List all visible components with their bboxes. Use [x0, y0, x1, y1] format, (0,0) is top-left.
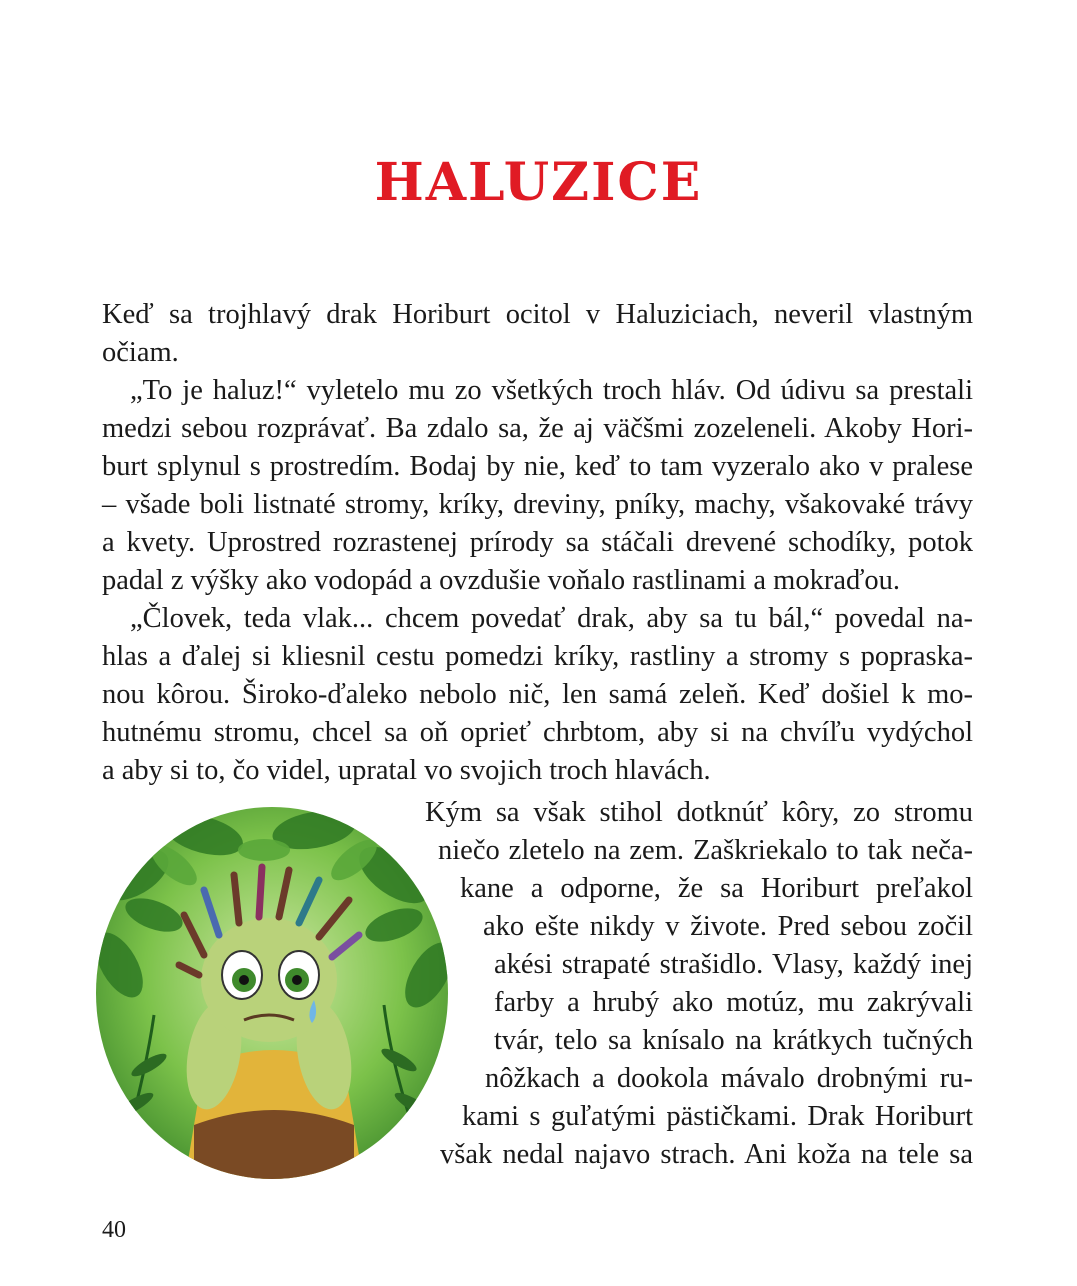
text-line: „Človek, teda vlak... chcem povedať drak, aby sa tu bál,“ povedal na- — [130, 603, 973, 634]
chapter-title: HALUZICE — [374, 152, 703, 213]
text-line: farby a hrubý ako motúz, mu zakrývali — [494, 987, 973, 1018]
text-line: akési strapaté strašidlo. Vlasy, každý inej — [494, 949, 973, 980]
text-line: burt splynul s prostredím. Bodaj by nie, keď to tam vyzeralo ako v pralese — [102, 451, 973, 482]
text-line: niečo zletelo na zem. Zaškriekalo to tak nečа- — [438, 835, 973, 866]
text-line: hutnému stromu, chcel sa oň oprieť chrbtom, aby si na chvíľu vydýchol — [102, 717, 973, 748]
text-line: medzi sebou rozprávať. Ba zdalo sa, že aj väčšmi zozeleneli. Akoby Hori- — [102, 413, 973, 444]
text-line: však nedal najavo strach. Ani koža na tele sa — [440, 1139, 973, 1170]
text-line: a aby si to, čo videl, upratal vo svojich troch hlavách. — [102, 755, 711, 786]
text-line: ako ešte nikdy v živote. Pred sebou zočil — [483, 911, 973, 942]
text-line: Keď sa trojhlavý drak Horiburt ocitol v Haluziciach, neveril vlastným — [102, 299, 973, 330]
text-line: tvár, telo sa knísalo na krátkych tučných — [494, 1025, 973, 1056]
forest-creature-illustration-icon — [94, 805, 454, 1185]
text-line: nou kôrou. Široko-ďaleko nebolo nič, len samá zeleň. Keď došiel k mo- — [102, 679, 973, 710]
text-line: kami s guľatými pästičkami. Drak Horiburt — [462, 1101, 973, 1132]
text-line: kane a odporne, že sa Horiburt preľakol — [460, 873, 973, 904]
text-line: – všade boli listnaté stromy, kríky, dreviny, pníky, machy, všakovaké trávy — [102, 489, 973, 520]
text-line: Kým sa však stihol dotknúť kôry, zo stromu — [425, 797, 973, 828]
text-line: očiam. — [102, 337, 179, 368]
text-line: hlas a ďalej si kliesnil cestu pomedzi kríky, rastliny a stromy s popraska- — [102, 641, 973, 672]
text-line: „To je haluz!“ vyletelo mu zo všetkých troch hláv. Od údivu sa prestali — [130, 375, 973, 406]
text-line: padal z výšky ako vodopád a ovzdušie voňalo rastlinami a mokraďou. — [102, 565, 901, 596]
page-number: 40 — [102, 1217, 126, 1243]
text-line: a kvety. Uprostred rozrastenej prírody sa stáčali drevené schodíky, potok — [102, 527, 973, 558]
text-line: nôžkach a dookola mávalo drobnými ru- — [485, 1063, 973, 1094]
